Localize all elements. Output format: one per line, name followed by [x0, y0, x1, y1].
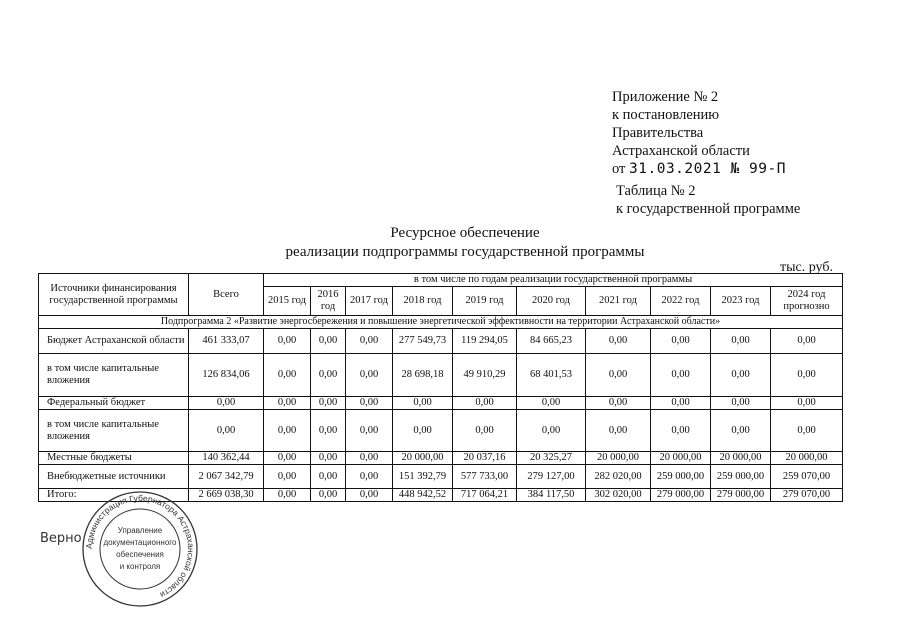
row-year-value: 0,00: [346, 465, 393, 489]
row-year-value: 0,00: [393, 410, 453, 452]
row-year-value: 0,00: [311, 397, 346, 410]
unit-label: тыс. руб.: [780, 260, 833, 275]
row-year-value: 20 325,27: [517, 452, 586, 465]
row-year-value: 0,00: [453, 410, 517, 452]
table-row: [39, 452, 843, 465]
row-source: Внебюджетные источники: [39, 465, 189, 489]
row-year-value: 20 000,00: [393, 452, 453, 465]
row-source: в том числе капитальные вложения: [39, 354, 189, 397]
appendix-line-2: к постановлению: [612, 107, 720, 123]
row-year-value: 0,00: [711, 410, 771, 452]
header-year: 2017 год: [346, 287, 393, 316]
row-year-value: 20 000,00: [771, 452, 843, 465]
row-year-value: 259 070,00: [771, 465, 843, 489]
row-year-value: 0,00: [651, 397, 711, 410]
row-total: 126 834,06: [189, 354, 264, 397]
row-year-value: 448 942,52: [393, 489, 453, 502]
row-total: 0,00: [189, 410, 264, 452]
appendix-title: Приложение № 2: [612, 89, 719, 105]
row-year-value: 0,00: [711, 354, 771, 397]
header-total: Всего: [189, 274, 264, 316]
row-year-value: 0,00: [711, 329, 771, 354]
row-year-value: 0,00: [771, 354, 843, 397]
row-year-value: 0,00: [771, 397, 843, 410]
official-stamp: [80, 489, 200, 609]
table-row: [39, 354, 843, 397]
header-year: 2019 год: [453, 287, 517, 316]
row-year-value: 0,00: [771, 329, 843, 354]
table-row: [39, 465, 843, 489]
appendix-date-line: [612, 160, 786, 178]
stamp-ring-text: Администрация Губернатора Астраханской области: [83, 492, 197, 601]
appendix-line-4: Астраханской области: [612, 143, 750, 159]
row-year-value: 282 020,00: [586, 465, 651, 489]
row-total: 2 669 038,30: [189, 489, 264, 502]
date-prefix: от: [612, 161, 626, 177]
document-title-line-2: реализации подпрограммы государственной программы: [285, 244, 645, 260]
row-year-value: 151 392,79: [393, 465, 453, 489]
row-source: Итого:: [39, 489, 189, 502]
header-year: 2022 год: [651, 287, 711, 316]
row-year-value: 0,00: [517, 397, 586, 410]
subprogram-title: Подпрограмма 2 «Развитие энергосбережения и повышение энергетической эффективности на территории Астраханской области»: [39, 316, 843, 329]
header-year: 2018 год: [393, 287, 453, 316]
row-year-value: 577 733,00: [453, 465, 517, 489]
row-year-value: 279 000,00: [711, 489, 771, 502]
row-year-value: 0,00: [264, 410, 311, 452]
row-year-value: 119 294,05: [453, 329, 517, 354]
row-year-value: 84 665,23: [517, 329, 586, 354]
row-year-value: 20 000,00: [586, 452, 651, 465]
row-year-value: 49 910,29: [453, 354, 517, 397]
row-year-value: 279 070,00: [771, 489, 843, 502]
header-year: 2021 год: [586, 287, 651, 316]
table-ref-program: к государственной программе: [616, 201, 801, 217]
row-total: 461 333,07: [189, 329, 264, 354]
row-year-value: 0,00: [586, 410, 651, 452]
row-year-value: 0,00: [264, 397, 311, 410]
header-year: 2023 год: [711, 287, 771, 316]
row-year-value: 302 020,00: [586, 489, 651, 502]
row-source: Бюджет Астраханской области: [39, 329, 189, 354]
row-year-value: 0,00: [346, 354, 393, 397]
row-year-value: 0,00: [264, 452, 311, 465]
table-row: [39, 397, 843, 410]
row-year-value: 0,00: [771, 410, 843, 452]
table-number: Таблица № 2: [616, 183, 696, 199]
row-year-value: 0,00: [264, 329, 311, 354]
row-year-value: 0,00: [651, 354, 711, 397]
table-row: [39, 329, 843, 354]
row-year-value: 0,00: [311, 354, 346, 397]
row-year-value: 279 000,00: [651, 489, 711, 502]
stamp-center-line-4: и контроля: [119, 562, 161, 571]
row-year-value: 0,00: [586, 354, 651, 397]
row-year-value: 0,00: [311, 465, 346, 489]
row-total: 140 362,44: [189, 452, 264, 465]
row-year-value: 717 064,21: [453, 489, 517, 502]
row-year-value: 0,00: [311, 452, 346, 465]
row-source: в том числе капитальные вложения: [39, 410, 189, 452]
row-year-value: 0,00: [346, 329, 393, 354]
appendix-block: [612, 88, 786, 178]
row-year-value: 0,00: [346, 410, 393, 452]
row-year-value: 0,00: [311, 410, 346, 452]
row-year-value: 0,00: [651, 410, 711, 452]
row-year-value: 0,00: [346, 489, 393, 502]
table-row: [39, 410, 843, 452]
header-year: 2020 год: [517, 287, 586, 316]
row-year-value: 0,00: [346, 452, 393, 465]
row-year-value: 279 127,00: [517, 465, 586, 489]
row-year-value: 20 000,00: [651, 452, 711, 465]
header-source: Источники финансирования государственной программы: [39, 274, 189, 316]
row-year-value: 0,00: [311, 329, 346, 354]
row-year-value: 0,00: [393, 397, 453, 410]
row-total: 0,00: [189, 397, 264, 410]
row-year-value: 259 000,00: [651, 465, 711, 489]
header-year: 2015 год: [264, 287, 311, 316]
row-year-value: 0,00: [264, 489, 311, 502]
row-year-value: 0,00: [346, 397, 393, 410]
row-year-value: 259 000,00: [711, 465, 771, 489]
row-year-value: 0,00: [651, 329, 711, 354]
header-years-group: в том числе по годам реализации государственной программы: [264, 274, 843, 287]
row-year-value: 0,00: [586, 329, 651, 354]
row-year-value: 28 698,18: [393, 354, 453, 397]
row-year-value: 0,00: [311, 489, 346, 502]
row-year-value: 0,00: [586, 397, 651, 410]
stamp-inner-ring: [100, 509, 180, 589]
row-year-value: 0,00: [517, 410, 586, 452]
table-reference: [616, 182, 800, 218]
row-total: 2 067 342,79: [189, 465, 264, 489]
row-year-value: 277 549,73: [393, 329, 453, 354]
row-year-value: 0,00: [453, 397, 517, 410]
stamp-center-line-1: Управление: [117, 526, 163, 535]
header-year: 2024 год прогнозно: [771, 287, 843, 316]
row-year-value: 0,00: [264, 465, 311, 489]
resource-table: [38, 273, 843, 502]
stamp-center-line-3: обеспечения: [116, 550, 164, 559]
header-year: 2016 год: [311, 287, 346, 316]
document-title-line-1: Ресурсное обеспечение: [390, 225, 540, 241]
row-year-value: 384 117,50: [517, 489, 586, 502]
date-stamp: 31.03.2021 № 99-П: [629, 161, 786, 177]
row-source: Федеральный бюджет: [39, 397, 189, 410]
row-year-value: 0,00: [264, 354, 311, 397]
row-source: Местные бюджеты: [39, 452, 189, 465]
appendix-line-3: Правительства: [612, 125, 704, 141]
row-year-value: 68 401,53: [517, 354, 586, 397]
verno-label: Верно: [40, 531, 82, 546]
row-year-value: 0,00: [711, 397, 771, 410]
row-year-value: 20 037,16: [453, 452, 517, 465]
stamp-center-line-2: документационного: [103, 538, 177, 547]
row-year-value: 20 000,00: [711, 452, 771, 465]
